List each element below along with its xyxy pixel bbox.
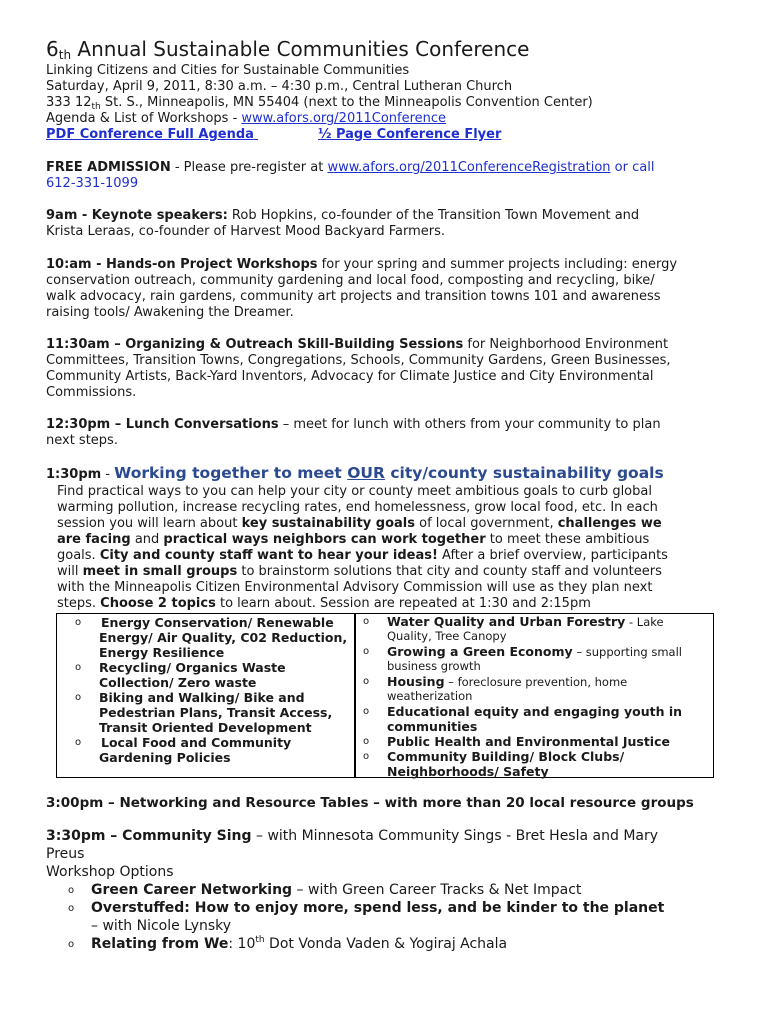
bullet-icon: o <box>75 692 82 703</box>
topic-desc-2: Quality, Tree Canopy <box>387 629 507 643</box>
bullet-icon: o <box>68 939 75 950</box>
bullet-icon: o <box>363 706 370 717</box>
agenda-line <box>46 111 446 127</box>
goals-heading-our: OUR <box>347 464 385 482</box>
bullet-icon: o <box>68 903 75 914</box>
address-number: 333 12 <box>46 95 92 110</box>
goals-l5c: After a brief overview, participants <box>437 548 668 563</box>
goals-l4b: and <box>130 532 164 547</box>
admission-line <box>46 160 654 176</box>
topic-line: Gardening Policies <box>99 750 231 765</box>
keynote-text-1: Rob Hopkins, co-founder of the Transition Town Movement and <box>227 208 640 223</box>
goals-line-6 <box>57 564 662 580</box>
skill-title: Organizing & Outreach Skill-Building Sessions <box>120 337 464 352</box>
goals-l5b: City and county staff want to hear your ideas! <box>99 548 438 563</box>
goals-l6a: will <box>57 564 83 579</box>
topic-line: Biking and Walking/ Bike and <box>99 690 305 705</box>
workshops-line-4: raising tools/ Awakening the Dreamer. <box>46 305 294 320</box>
bullet-icon: o <box>363 616 370 627</box>
goals-line-5 <box>57 548 668 564</box>
topic-line: Collection/ Zero waste <box>99 675 257 690</box>
topic-line: Transit Oriented Development <box>99 720 312 735</box>
sing-text-1: – with Minnesota Community Sings - Bret Hesla and Mary <box>251 828 659 844</box>
goals-l4c: practical ways neighbors can work together <box>163 532 486 547</box>
date-line: Saturday, April 9, 2011, 8:30 a.m. – 4:30 p.m., Central Lutheran Church <box>46 79 513 94</box>
goals-line-7: with the Minneapolis Citizen Environmental Advisory Commission will use as they plan next <box>57 580 653 595</box>
admission-label: FREE ADMISSION <box>46 160 171 175</box>
address-suffix: th <box>91 102 101 112</box>
topic-line: Energy/ Air Quality, C02 Reduction, <box>99 630 348 645</box>
topic-desc: – foreclosure prevention, home <box>444 675 628 689</box>
subtitle: Linking Citizens and Cities for Sustainable Communities <box>46 63 410 78</box>
goals-line-1: Find practical ways to you can help your city or county meet ambitious goals to curb global <box>57 484 652 499</box>
address-line <box>46 95 593 112</box>
goals-heading <box>114 464 664 482</box>
workshops-line-1 <box>46 257 677 273</box>
sing-line-2: Preus <box>46 846 85 862</box>
topic-line: Pedestrian Plans, Transit Access, <box>99 705 333 720</box>
page-title <box>46 37 529 64</box>
bullet-icon: o <box>363 646 370 657</box>
skill-line-1 <box>46 337 668 353</box>
goals-time: 1:30pm <box>46 467 102 482</box>
title-ordinal-suffix: th <box>58 48 72 62</box>
flyer-link-wrap <box>318 127 501 143</box>
topic-title: Water Quality and Urban Forestry <box>387 614 626 629</box>
goals-l4d: to meet these ambitious <box>485 532 650 547</box>
goals-line-8 <box>57 596 591 612</box>
goals-l3a: session you will learn about <box>57 516 242 531</box>
lunch-line-1 <box>46 417 661 433</box>
keynote-line-2: Krista Leraas, co-founder of Harvest Mood Backyard Farmers. <box>46 224 446 239</box>
or-call-text: or call <box>610 160 655 175</box>
topic-desc: – supporting small <box>572 645 682 659</box>
goals-l3c: of local government, <box>414 516 558 531</box>
workshops-text-1: for your spring and summer projects including: energy <box>317 257 678 272</box>
full-agenda-link[interactable]: PDF Conference Full Agenda <box>46 127 254 142</box>
topic-desc: - Lake <box>625 615 664 629</box>
skill-line-3: Community Artists, Back-Yard Inventors, Advocacy for Climate Justice and City Environmental <box>46 369 654 384</box>
lunch-line-2: next steps. <box>46 433 118 448</box>
topic-line: Energy Resilience <box>99 645 225 660</box>
title-text: Annual Sustainable Communities Conference <box>77 37 530 61</box>
topic-line: Local Food and Community <box>101 735 292 750</box>
skill-text-1: for Neighborhood Environment <box>463 337 669 352</box>
workshops-time: 10:am - Hands-on Project Workshops <box>46 257 318 272</box>
topics-table <box>56 613 714 778</box>
title-ordinal: 6 <box>46 37 59 61</box>
bullet-icon: o <box>363 751 370 762</box>
topic-title-2: Neighborhoods/ Safety <box>387 764 549 779</box>
goals-line-2: warming pollution, increase recycling rates, end homelessness, grow local food, etc. In each <box>57 500 658 515</box>
flyer-link[interactable]: ½ Page Conference Flyer <box>318 127 502 142</box>
option-desc-post: Dot Vonda Vaden & Yogiraj Achala <box>264 936 508 952</box>
option-desc-sup: th <box>255 935 265 945</box>
goals-l8c: to learn about. Session are repeated at 1:30 and 2:15pm <box>215 596 591 611</box>
topic-title: Public Health and Environmental Justice <box>387 734 670 749</box>
networking-line: 3:00pm – Networking and Resource Tables – with more than 20 local resource groups <box>46 795 694 811</box>
skill-time: 11:30am – <box>46 337 121 352</box>
goals-l6b: meet in small groups <box>82 564 238 579</box>
topic-line: Recycling/ Organics Waste <box>99 660 286 675</box>
workshops-line-2: conservation outreach, community gardening and local food, composting and recycling, bike/ <box>46 273 655 288</box>
skill-line-2: Committees, Transition Towns, Congregations, Schools, Community Gardens, Green Businesses, <box>46 353 671 368</box>
registration-link[interactable]: www.afors.org/2011ConferenceRegistration <box>327 160 611 175</box>
topic-line: Energy Conservation/ Renewable <box>101 615 334 630</box>
topic-title: Growing a Green Economy <box>387 644 573 659</box>
topic-title: Educational equity and engaging youth in <box>387 704 683 719</box>
workshop-options-label: Workshop Options <box>46 864 174 880</box>
workshop-option-career <box>0 881 768 899</box>
goals-l5a: goals. <box>57 548 100 563</box>
phone-number[interactable]: 612-331-1099 <box>46 176 139 191</box>
sing-line-1 <box>46 827 658 845</box>
workshops-line-3: walk advocacy, rain gardens, community art projects and transition towns 101 and awareness <box>46 289 661 304</box>
sing-time: 3:30pm – Community Sing <box>46 828 252 844</box>
option-title: Overstuffed: How to enjoy more, spend less, and be kinder to the planet <box>91 900 665 916</box>
agenda-label: Agenda & List of Workshops - <box>46 111 242 126</box>
bullet-icon: o <box>75 662 82 673</box>
keynote-time: 9am - Keynote speakers: <box>46 208 228 223</box>
keynote-line-1 <box>46 208 639 224</box>
topic-desc-2: business growth <box>387 659 481 673</box>
bullet-icon: o <box>75 617 82 628</box>
admission-text: - Please pre-register at <box>170 160 328 175</box>
agenda-link[interactable]: www.afors.org/2011Conference <box>241 111 447 126</box>
goals-dash: - <box>101 467 115 482</box>
option-desc-pre: : 10 <box>228 936 256 952</box>
topic-desc-2: weatherization <box>387 689 473 703</box>
lunch-time: 12:30pm – Lunch Conversations <box>46 417 279 432</box>
bullet-icon: o <box>75 737 82 748</box>
goals-heading-post: city/county sustainability goals <box>384 464 664 482</box>
goals-line-3 <box>57 516 662 532</box>
option-desc: – with Green Career Tracks & Net Impact <box>292 882 582 898</box>
bullet-icon: o <box>363 736 370 747</box>
goals-l3d: challenges we <box>557 516 662 531</box>
goals-l4a: are facing <box>57 532 131 547</box>
topic-title: Housing <box>387 674 445 689</box>
option-title: Green Career Networking <box>91 882 293 898</box>
option-title: Relating from We <box>91 936 229 952</box>
goals-l6c: to brainstorm solutions that city and county staff and volunteers <box>237 564 662 579</box>
goals-l8b: Choose 2 topics <box>100 596 216 611</box>
workshop-option-relating <box>0 935 768 953</box>
topic-title: Community Building/ Block Clubs/ <box>387 749 625 764</box>
option-desc: – with Nicole Lynsky <box>91 918 232 934</box>
bullet-icon: o <box>363 676 370 687</box>
goals-l8a: steps. <box>57 596 101 611</box>
goals-heading-line <box>46 464 664 484</box>
bullet-icon: o <box>68 885 75 896</box>
goals-l3b: key sustainability goals <box>241 516 415 531</box>
download-links <box>46 127 284 143</box>
goals-line-4 <box>57 532 649 548</box>
lunch-text-1: – meet for lunch with others from your community to plan <box>278 417 661 432</box>
topic-title-2: communities <box>387 719 478 734</box>
skill-line-4: Commissions. <box>46 385 137 400</box>
address-rest: St. S., Minneapolis, MN 55404 (next to the Minneapolis Convention Center) <box>100 95 593 110</box>
goals-heading-pre: Working together to meet <box>114 464 348 482</box>
table-divider <box>354 614 356 777</box>
workshop-option-overstuffed <box>0 899 768 935</box>
